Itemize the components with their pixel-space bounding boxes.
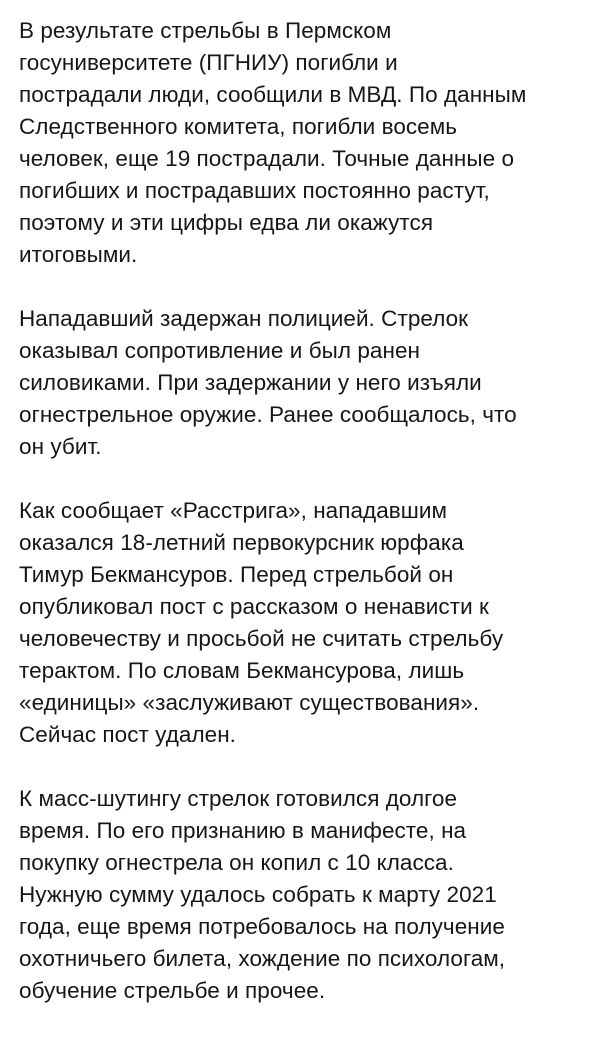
text-line: охотничьего билета, хождение по психологам, — [19, 946, 506, 971]
text-line: «единицы» «заслуживают существования». — [19, 690, 480, 715]
text-line: В результате стрельбы в Пермском — [19, 18, 392, 43]
text-line: покупку огнестрела он копил с 10 класса. — [19, 850, 454, 875]
text-line: Тимур Бекмансуров. Перед стрельбой он — [19, 562, 454, 587]
text-line: пострадали люди, сообщили в МВД. По данным — [19, 82, 527, 107]
text-line: Сейчас пост удален. — [19, 722, 236, 747]
text-line: Нужную сумму удалось собрать к марту 2021 — [19, 882, 497, 907]
text-line: человек, еще 19 пострадали. Точные данные о — [19, 146, 515, 171]
text-line: силовиками. При задержании у него изъяли — [19, 370, 482, 395]
paragraph-4 — [19, 783, 587, 1007]
text-line: Следственного комитета, погибли восемь — [19, 114, 458, 139]
text-line: оказался 18-летний первокурсник юрфака — [19, 530, 464, 555]
paragraph-3 — [19, 495, 587, 751]
text-line: погибших и пострадавших постоянно растут, — [19, 178, 490, 203]
text-line: опубликовал пост с рассказом о ненависти к — [19, 594, 489, 619]
text-line: Нападавший задержан полицией. Стрелок — [19, 306, 469, 331]
text-line: обучение стрельбе и прочее. — [19, 978, 326, 1003]
text-line: огнестрельное оружие. Ранее сообщалось, что — [19, 402, 517, 427]
text-line: года, еще время потребовалось на получение — [19, 914, 505, 939]
text-line: время. По его признанию в манифесте, на — [19, 818, 467, 843]
text-line: человечеству и просьбой не считать стрельбу — [19, 626, 504, 651]
text-line: он убит. — [19, 434, 102, 459]
text-line: госуниверситете (ПГНИУ) погибли и — [19, 50, 398, 75]
text-line: итоговыми. — [19, 242, 138, 267]
text-line: терактом. По словам Бекмансурова, лишь — [19, 658, 465, 683]
text-line: поэтому и эти цифры едва ли окажутся — [19, 210, 434, 235]
paragraph-1 — [19, 15, 587, 271]
text-line: Как сообщает «Расстрига», нападавшим — [19, 498, 448, 523]
article-body — [19, 15, 587, 1039]
text-line: К масс-шутингу стрелок готовился долгое — [19, 786, 458, 811]
paragraph-2 — [19, 303, 587, 463]
text-line: оказывал сопротивление и был ранен — [19, 338, 420, 363]
